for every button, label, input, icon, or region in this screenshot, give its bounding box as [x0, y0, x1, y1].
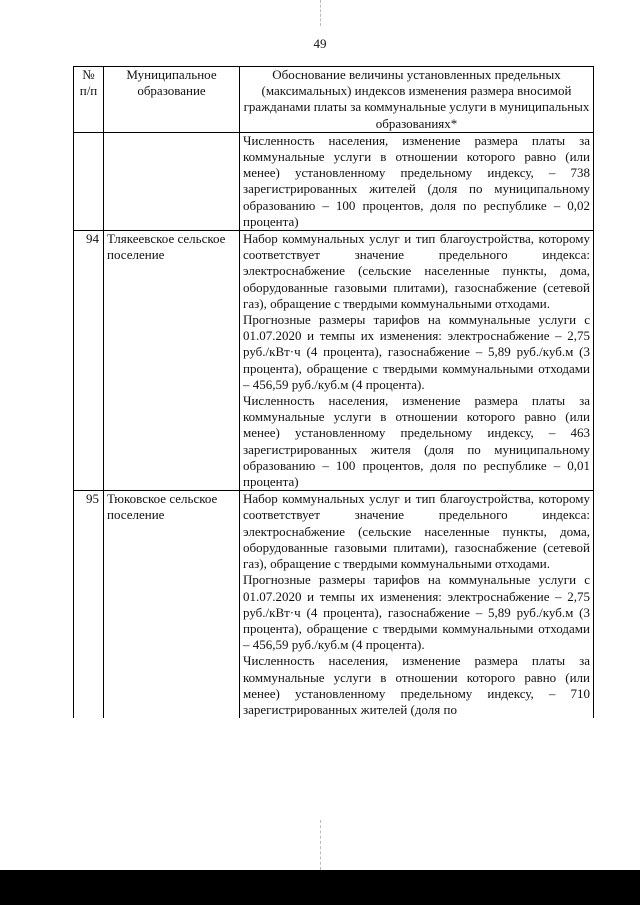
basis-paragraph-population: Численность населения, изменение размера платы за коммунальные услуги в отношении которого равно (или менее) установленному предельному индексу, – 463 зарегистрированных жителя (доля по муниципальному образованию – 100 процентов, доля по республике – 0,01 процента): [243, 393, 590, 490]
fold-line-bottom: [320, 820, 321, 870]
basis-paragraph-services: Набор коммунальных услуг и тип благоустройства, которому соответствует значение предельного индекса: электроснабжение (сельские населенные пункты, дома, оборудованные газовыми плитами), газоснабжение (сетевой газ), обращение с твердыми коммунальными отходами.: [243, 231, 590, 311]
basis-paragraph-tariffs: Прогнозные размеры тарифов на коммунальные услуги с 01.07.2020 и темпы их изменения: электроснабжение – 2,75 руб./кВт·ч (4 процента), газоснабжение – 5,89 руб./куб.м (3 процента), обращение с твердыми коммунальными отходами – 456,59 руб./куб.м (4 процента).: [243, 572, 590, 653]
header-municipality: Муниципальное образование: [104, 67, 240, 133]
row-basis: [240, 132, 594, 230]
basis-paragraph-tariffs: Прогнозные размеры тарифов на коммунальные услуги с 01.07.2020 и темпы их изменения: электроснабжение – 2,75 руб./кВт·ч (4 процента), газоснабжение – 5,89 руб./куб.м (3 процента), обращение с твердыми коммунальными отходами – 456,59 руб./куб.м (4 процента).: [243, 312, 590, 392]
basis-paragraph-population: Численность населения, изменение размера платы за коммунальные услуги в отношении которого равно (или менее) установленному предельному индексу, – 710 зарегистрированных жителей (доля по: [243, 653, 590, 717]
scan-bottom-border: [0, 870, 640, 905]
fold-line-top: [320, 0, 321, 26]
row-num: [74, 132, 104, 230]
basis-paragraph-population: Численность населения, изменение размера платы за коммунальные услуги в отношении которого равно (или менее) установленному предельному индексу, – 738 зарегистрированных жителей (доля по муниципальному образованию – 100 процентов, доля по республике – 0,02 процента): [243, 132, 590, 229]
page-number: 49: [313, 36, 327, 51]
header-basis: Обоснование величины установленных предельных (максимальных) индексов изменения размера вносимой гражданами платы за коммунальные услуги в муниципальных образованиях*: [240, 67, 594, 133]
row-municipality: [104, 132, 240, 230]
tariff-index-table: [73, 66, 594, 718]
row-municipality: Тлякеевское сельское поселение: [104, 231, 240, 491]
row-basis: [240, 231, 594, 491]
table-row: [74, 231, 594, 491]
table-row: [74, 491, 594, 718]
table-header-row: [74, 67, 594, 133]
row-num: 95: [74, 491, 104, 718]
row-basis: [240, 491, 594, 718]
row-municipality: Тюковское сельское поселение: [104, 491, 240, 718]
table-row-continuation: [74, 132, 594, 230]
header-num: № п/п: [74, 67, 104, 133]
basis-paragraph-services: Набор коммунальных услуг и тип благоустройства, которому соответствует значение предельного индекса: электроснабжение (сельские населенные пункты, дома, оборудованные газовыми плитами), газоснабжение (сетевой газ), обращение с твердыми коммунальными отходами.: [243, 491, 590, 572]
row-num: 94: [74, 231, 104, 491]
